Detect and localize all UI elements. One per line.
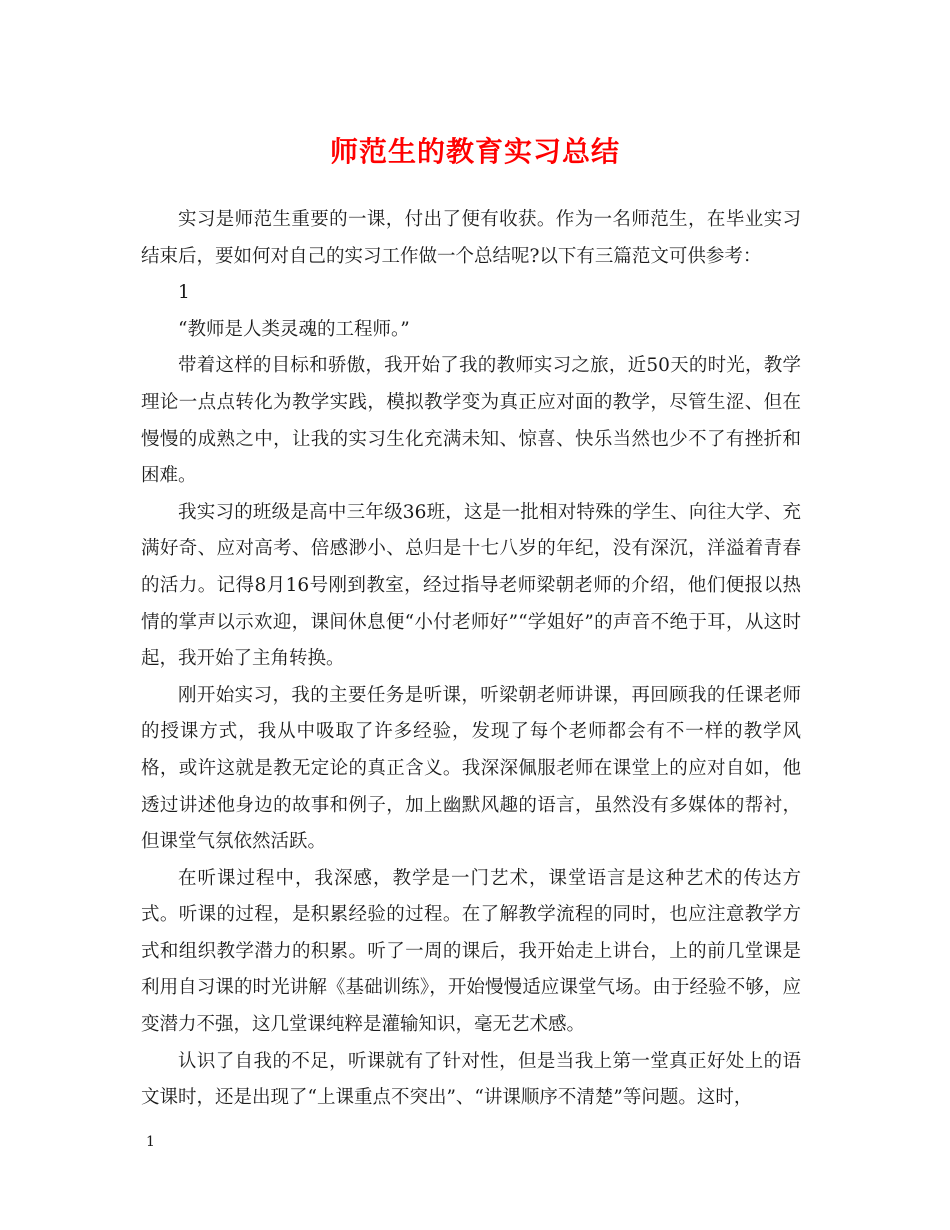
page-number: 1 (146, 1134, 155, 1150)
paragraph: 我实习的班级是高中三年级36班，这是一批相对特殊的学生、向往大学、充满好奇、应对高考、倍感渺小、总归是十七八岁的年纪，没有深沉，洋溢着青春的活力。记得8月16号刚到教室，经过指导老师梁朝老师的介绍，他们便报以热情的掌声以示欢迎，课间休息便“小付老师好”“学姐好”的声音不绝于耳，从这时起，我开始了主角转换。 (141, 501, 801, 670)
document-body (141, 202, 801, 1117)
paragraph: 在听课过程中，我深感，教学是一门艺术，课堂语言是这种艺术的传达方式。听课的过程，是积累经验的过程。在了解教学流程的同时，也应注意教学方式和组织教学潜力的积累。听了一周的课后，我开始走上讲台，上的前几堂课是利用自习课的时光讲解《基础训练》，开始慢慢适应课堂气场。由于经验不够，应变潜力不强，这几堂课纯粹是灌输知识，毫无艺术感。 (141, 867, 801, 1036)
paragraph-section-number: 1 (178, 282, 190, 304)
paragraph: 带着这样的目标和骄傲，我开始了我的教师实习之旅，近50天的时光，教学理论一点点转化为教学实践，模拟教学变为真正应对面的教学，尽管生涩、但在慢慢的成熟之中，让我的实习生化充满未知、惊喜、快乐当然也少不了有挫折和困难。 (141, 355, 801, 487)
paragraph: 刚开始实习，我的主要任务是听课，听梁朝老师讲课，再回顾我的任课老师的授课方式，我从中吸取了许多经验，发现了每个老师都会有不一样的教学风格，或许这就是教无定论的真正含义。我深深佩服老师在课堂上的应对自如，他透过讲述他身边的故事和例子，加上幽默风趣的语言，虽然没有多媒体的帮衬，但课堂气氛依然活跃。 (141, 684, 801, 853)
document-title: 师范生的教育实习总结 (329, 135, 620, 168)
paragraph: 认识了自我的不足，听课就有了针对性，但是当我上第一堂真正好处上的语文课时，还是出现了“上课重点不突出”、“讲课顺序不清楚”等问题。这时， (141, 1050, 801, 1109)
paragraph-quote: “教师是人类灵魂的工程师。” (178, 318, 410, 340)
paragraph-intro: 实习是师范生重要的一课，付出了便有收获。作为一名师范生，在毕业实习结束后，要如何对自己的实习工作做一个总结呢?以下有三篇范文可供参考： (141, 209, 801, 267)
